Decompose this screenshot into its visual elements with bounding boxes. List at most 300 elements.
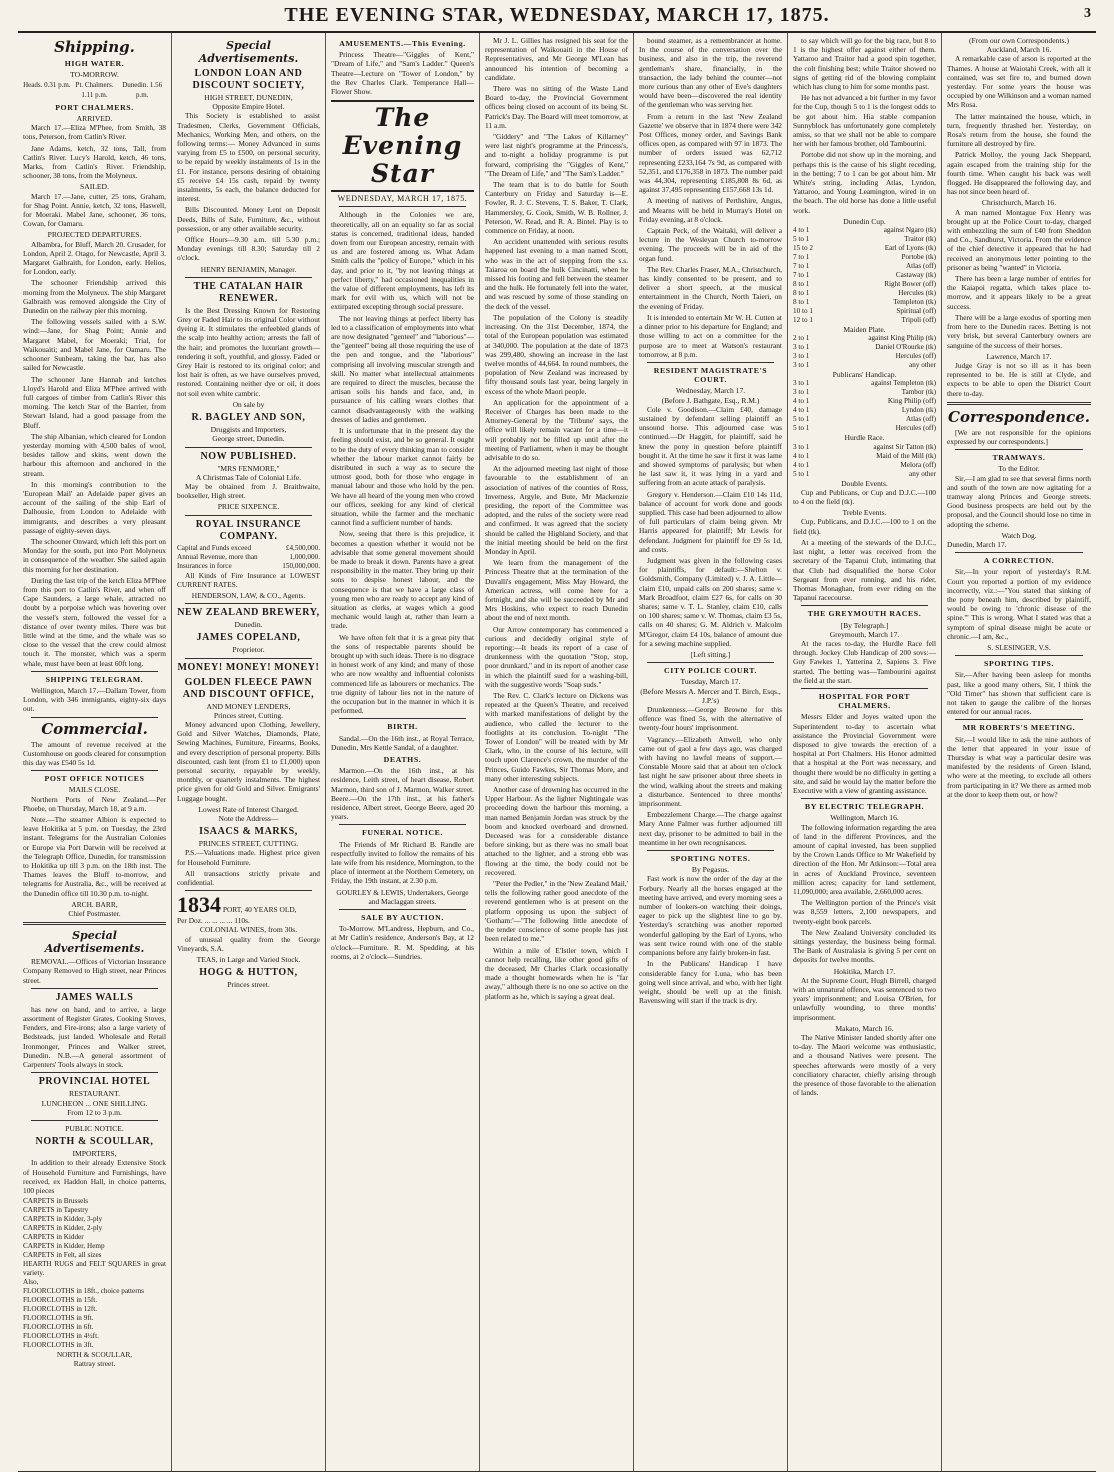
christchurch-date: Christchurch, March 16. — [981, 198, 1057, 208]
news-para-5: The Rev. Charles Fraser, M.A., Christchurch, has kindly consented to be present, and to deliver a short speech, at the musical entertainment in the Church, North Taieri, on the evening of Friday. — [639, 264, 782, 311]
telegraph-para-2: The Wellington portion of the Prince's visit was 8,559 letters, 2,100 newspapers, and twenty-eight book parcels. — [793, 898, 936, 926]
double-divider — [23, 922, 166, 925]
golden-fleece-note: Note the Address— — [218, 813, 279, 823]
divider — [339, 909, 466, 910]
news-para-14: Within a mile of E'Istler town, which I cannot help recalling, like other good gifts of the deceased, Mr Charles Clark occasionally made a thought homewards when he is "far away," although there is no one so active on the platform as he, which is saying a great deal. — [485, 945, 628, 1001]
column-6 — [788, 33, 942, 1471]
maiden-odds-table — [793, 334, 936, 370]
double-events: Cup and Publicans, or Cup and D.J.C.—100 to 4 on the field (tk). — [793, 487, 936, 507]
horse: against King Philip (tk) — [868, 334, 936, 343]
columns — [18, 33, 1096, 1472]
tide-dunedin: Dunedin. 1.56 p.m. — [122, 81, 163, 99]
auckland-para-1: A remarkable case of arson is reported at the Thames. A house at Waiotahi Creek, with all it contained, was set fire to, and burned down yesterday. For some years the house was occupied by one Wilkinson and a woman named Mrs Rosa. — [947, 54, 1091, 110]
hogg-hutton: HOGG & HUTTON, — [199, 967, 298, 979]
row-label: Annual Revenue, more than — [177, 552, 258, 561]
odds: 5 to 1 — [793, 235, 810, 244]
isaacs-ps: P.S.—Valuations made. Highest price given for Household Furniture. — [177, 848, 320, 867]
news-para-1: Mr J. L. Gillies has resigned his seat for the representation of Waikouaiti in the House of Representatives, and Mr George M'Lean has announced his intention of becoming a candidate. — [485, 36, 628, 82]
hospital-report: Messrs Elder and Joyes waited upon the Superintendent to-day to ascertain what assistance the Provincial Government were disposed to give towards the erection of a hospital at Port Chalmers. His Honor admitted that a hospital at the Port was necessary, and thought there would be no difficulty in getting a site, and said he would lay the matter before the Executive with a view of granting assistance. — [793, 712, 936, 795]
table-row — [793, 388, 936, 397]
funeral-heading: FUNERAL NOTICE. — [362, 828, 443, 838]
divider — [31, 717, 158, 718]
shipping-telegram: Wellington, March 17.—Dallam Tower, from London, with 346 immigrants, eighty-six days out. — [23, 686, 166, 714]
bagley-address: George street, Dunedin. — [212, 434, 285, 444]
row-value: 1,000,000. — [289, 552, 320, 561]
double-events-heading: Double Events. — [841, 478, 888, 488]
list-item: Also, — [23, 1278, 39, 1287]
horse: Maid of the Mill (tk) — [876, 451, 936, 460]
public-notice-heading: PUBLIC NOTICE. — [65, 1123, 124, 1133]
horse: Spiritual (off) — [896, 307, 936, 316]
golden-fleece-rates: Lowest Rate of Interest Charged. — [198, 804, 299, 814]
hogg-hutton-address: Princes street. — [227, 980, 270, 990]
cpc-date: Tuesday, March 17. — [680, 677, 741, 687]
row-label: Capital and Funds exceed — [177, 543, 252, 552]
row-label: Insurances in force — [177, 561, 232, 570]
publicans-odds-table — [793, 379, 936, 433]
lawrence-para: Judge Gray is not so ill as it has been represented to be. He is still at Clyde, and expects to be able to open the District Court there to-day. — [947, 360, 1091, 398]
makato-para: The Native Minister landed shortly after one to-day. The Maori welcome was enthusiastic, and a thousand Natives were present. The speeches afterwards were mostly of a very conciliatory character, chiefly arising through the presence of those favorable to the alienation of lands. — [793, 1033, 936, 1098]
arrived-label: ARRIVED. — [76, 114, 113, 124]
tramways-heading: TRAMWAYS. — [992, 453, 1046, 463]
bagley-subtitle: Druggists and Importers, — [210, 425, 287, 435]
horse: Atlas (off) — [905, 415, 936, 424]
odds: 7 to 1 — [793, 262, 810, 271]
news-para-7: An application for the appointment of a Receiver of Charges has been made to the Attorney-General by the 'Tribune' says, the office will likely remain vacant for a time—it will probably not be filled up until after the meeting of Parliament, when it may be thought advisable to do so. — [485, 397, 628, 462]
telegraph-para-3: The New Zealand University concluded its sittings yesterday, the business being formal. The Bank of Australasia is giving 5 per cent on deposits for twelve months. — [793, 927, 936, 965]
list-item: CARPETS in Kidder, 2-ply — [23, 1224, 103, 1233]
tramways-letter: Sir,—I am glad to see that several firms north and south of the town are now agitating for a tramway along Princes and George streets. Good business prospects are held out by the proposal, and the Council should lose no time in adopting the scheme. — [947, 473, 1091, 529]
horse: Portobe (tk) — [901, 253, 936, 262]
shipping-para-5: The schooner Friendship arrived this morning from the Molyneux. The ship Margaret Galbraith was removed alongside the City of Dunedin on the railway pier this morning. — [23, 278, 166, 316]
post-office-heading: POST OFFICE NOTICES — [44, 774, 145, 784]
sporting-tips-heading: SPORTING TIPS. — [984, 659, 1054, 669]
cpc-heading: CITY POLICE COURT. — [663, 666, 758, 676]
loan-opposite: Opposite Empire Hotel. — [212, 102, 285, 112]
lawrence-date: Lawrence, March 17. — [986, 351, 1052, 361]
news-para-6: It is intended to entertain Mr W. H. Cutten at a dinner prior to his departure for England; and those willing to act on a committee for the purpose are to meet at Watson's restaurant tomorrow, at 8 p.m. — [639, 312, 782, 359]
tramways-to: To the Editor. — [998, 464, 1040, 474]
news-para-2: There was no sitting of the Waste Land Board to-day, the Provincial Government offices being closed on account of its being St. Patrick's Day. The Board will meet tomorrow, at 11 a.m. — [485, 84, 628, 130]
odds: 4 to 1 — [793, 460, 810, 469]
north-scoullar-address: Rattray street. — [73, 1359, 116, 1369]
cpc-para-3: Embezzlement Charge.—The charge against Mary Anne Palmer was further adjourned till next day, prisoner to be admitted to bail in the meantime in her own recognisances. — [639, 810, 782, 847]
horse: King Philip (off) — [887, 397, 936, 406]
deaths-heading: DEATHS. — [383, 755, 422, 764]
catalan-title: THE CATALAN HAIR RENEWER. — [193, 280, 304, 304]
odds: 5 to 1 — [793, 415, 810, 424]
list-item: FLOORCLOTHS in 12ft. — [23, 1305, 98, 1314]
column-4 — [480, 33, 634, 1471]
port-price: Per Doz. ... ... ... ... 110s. — [177, 916, 250, 926]
auckland-para-2: The latter maintained the house, which, in turn, frequently thrashed her. Yesterday, on Rosa's return from the house, she found the furniture all destroyed by fire. — [947, 111, 1091, 149]
nameplate: The Evening Star — [331, 100, 474, 192]
list-item: FLOORCLOTHS in 4½ft. — [23, 1332, 99, 1341]
shipping-para-9: In this morning's contribution to the 'European Mail' an Adelaide paper gives an account of the sailing of the ship Earl of Dalhousie, from London to Adelaide with immigrants, and describes a very pleasant passage of eighty-seven days. — [23, 479, 166, 535]
left-sitting: [Left sitting.] — [690, 650, 731, 659]
loan-hours: Office Hours—9.30 a.m. till 5.30 p.m.; Monday evenings till 8.30; Saturday till 2 o'clock. — [177, 235, 320, 263]
table-row — [177, 553, 320, 562]
table-row — [793, 271, 936, 280]
table-row — [793, 226, 936, 235]
divider — [801, 605, 928, 606]
news-para-4: The team that is to do battle for South Canterbury on Friday and Saturday is—E. Fowler, R. J. C. Stevens, T. S. Baker, T. Clark, Hammersley, G. Cook, Smith, W. B. Rollner, J. Peterson, W. Read, and R. A. Bintel. Play is to commence on Friday, at noon. — [485, 180, 628, 236]
christchurch-para-2: There has been a large number of entries for the Kaiapoi regatta, which takes place to-morrow, and it appears likely to be a great success. — [947, 274, 1091, 311]
post-para-2: Note.—The steamer Albion is expected to leave Hokitika at 5 p.m. on Tuesday, the 23rd instant. Telegrams for the Australian Colonies or Europe via Port Darwin will be received at the Telegraph Office, Dunedin, for transmission to Hokitika up till 3 p.m. on the 18th inst. The Thames leaves the Bluff to-morrow, and telegrams for Australia, &c., will be received at the Dunedin office till 10.30 p.m. to-night. — [23, 815, 166, 898]
news-para-8: At the adjourned meeting last night of those favourable to the establishment of an association of natives of the counties of Ross, Inverness, Argyle, and Bute, Mr Mackenzie presiding, the report of the Committee was adopted, and the rules of the society were read and confirmed. It was agreed that the society should be called the Highland Society, and that the initial meeting should be held on the first Monday in April. — [485, 464, 628, 556]
projected-heading: PROJECTED DEPARTURES. — [47, 230, 142, 240]
shipping-para-10: The schooner Onward, which left this port on Monday for the south, put into Port Molyneux in consequence of the weather. She sailed again this morning for her destination. — [23, 536, 166, 574]
tide-table — [23, 81, 166, 99]
shipping-para-6: The following vessels sailed with a S.W. wind:—Jane, for Shag Point; Annie and Margaret Mabel, for Moeraki; Trial, for Waikouaiti; and Mabel Jane, for Oamaru. The schooner Sunbeam, taking the bar, has also sailed for Newcastle. — [23, 317, 166, 373]
horse: Lyndon (tk) — [901, 406, 936, 415]
money-title: MONEY! MONEY! MONEY! — [177, 661, 320, 673]
auction-heading: SALE BY AUCTION. — [361, 913, 444, 923]
christchurch-para-1: A man named Montague Fox Henry was brought up at the Police Court to-day, charged with embezzling the sum of £40 from Sheddon and Co., Sandhurst, Victoria. From the evidence of the chief detective it appeared that he had received an anonymous letter pointing to the prisoner as being "wanted" in Victoria. — [947, 207, 1091, 272]
leader-para-3: It is unfortunate that in the present day the feeling should exist, and be so general. It ought to be the duty of every thinking man to consider whether the labour market cannot fairly be distributed in such a way as to secure the utmost good, both for those who engage in manual labour and those who hold by the pen. We have all heard of the young men who crowd our offices, seeking for any kind of clerical situation, while the farmer and the mechanic cannot find a sufficient number of hands. — [331, 426, 474, 528]
column-3 — [326, 33, 480, 1471]
table-row — [793, 262, 936, 271]
list-item: CARPETS in Brussels — [23, 1197, 89, 1206]
news-para-5: An accident unattended with serious results happened last evening to a man named Scott, who was in the act of stepping from the s.s. Taiaroa on board the hulk Cincinatti, when he missed his footing and fell between the steamer and the hulk. He fortunately fell into the water, and was rescued by some of those standing on the deck of the vessel. — [485, 237, 628, 311]
list-item: FLOORCLOTHS in 18ft., choice patterns — [23, 1287, 144, 1296]
golden-fleece-address: Princes street, Cutting. — [213, 710, 284, 720]
divider — [339, 718, 466, 719]
auction-notice: To-Morrow. M'Landress, Hepburn, and Co., at Mr Catlin's residence, Anderson's Bay, at 12 o'clock—Furniture. R. M. Spedding, at his rooms, at 2 o'clock—Sundries. — [331, 924, 474, 961]
isaacs-confidential: All transactions strictly private and confidential. — [177, 868, 320, 887]
table-row — [793, 352, 936, 361]
divider — [185, 658, 312, 659]
makato-date: Makato, March 16. — [835, 1023, 894, 1033]
odds: 4 to 1 — [793, 406, 810, 415]
fenmore-title: "MRS FENMORE," — [217, 463, 280, 473]
odds: 3 to 1 — [793, 442, 810, 451]
correction-letter: Sir,—In your report of yesterday's R.M. Court you reported a portion of my evidence incorrectly, viz.:—"You stated that sinking of the pony beneath him, described by plaintiff, would be owing to 'chronic disease of the spine.'" This is wrong. What I stated was that a symptom of spinal disease might be acute or chronic.—I am, &c., — [947, 567, 1091, 641]
horse: Templeton (tk) — [893, 298, 936, 307]
bagley-name: R. BAGLEY AND SON, — [191, 412, 306, 424]
shipping-para-7: The schooner Jane Hannah and ketches Lloyd's Harold and Eliza M'Phee arrived with full cargoes of timber from Catlin's River this morning. The ketch Star of the Barrier, from Stewart Island, had a good passage from the Bluff. — [23, 374, 166, 430]
sport-para-4: He has not advanced a bit further in my favor for the Cup, though 5 to 1 is the longest odds to be got about him. Hia stable companion Sunnyblock has unfortunately gone completely amiss, so that we shall not be able to compare her with her famous brother, old Tambourini. — [793, 93, 936, 149]
hokitika-date: Hokitika, March 17. — [833, 966, 896, 976]
divider — [339, 206, 466, 207]
amusements-heading: AMUSEMENTS.—This Evening. — [339, 39, 466, 48]
table-row — [793, 461, 936, 470]
leader-para-2: The not leaving things at perfect liberty has led to a classification of employments into what are now designated "genteel" and "laborious"—the "genteel" being all those requiring the use of the pen and tongue, and the "laborious" comprising all involving muscular strength and skill. No matter what intellectual attainments are required to direct the muscles, because the artisan soils his hands and face, and, in pursuance of his calling wears clothes that cannot disadvantageously with the walking dresses of ladies and gentlemen. — [331, 313, 474, 424]
table-row — [793, 361, 936, 370]
tramways-place: Dunedin, March 17. — [947, 539, 1007, 549]
divider — [647, 850, 774, 851]
hurdle-odds-heading: Hurdle Race. — [844, 433, 885, 443]
list-item: FLOORCLOTHS in 6ft. — [23, 1323, 94, 1332]
christchurch-para-3: There will be a large exodus of sporting men from here to the Dunedin races. Betting is not very brisk, but several Canterbury owners are sanguine of the success of their horses. — [947, 312, 1091, 350]
divider — [801, 798, 928, 799]
odds: 12 to 1 — [793, 316, 813, 325]
golden-fleece-title: GOLDEN FLEECE PAWN AND DISCOUNT OFFICE, — [182, 676, 315, 700]
horse: Castaway (tk) — [895, 271, 936, 280]
table-row — [793, 334, 936, 343]
odds: 3 to 1 — [793, 361, 810, 370]
table-row — [793, 244, 936, 253]
horse: Hercules (off) — [895, 424, 936, 433]
auckland-date: Auckland, March 16. — [986, 45, 1052, 55]
high-water-heading: HIGH WATER. — [64, 59, 125, 68]
horse: any other — [909, 469, 936, 478]
tide-heads: Heads. 0.31 p.m. — [23, 81, 71, 90]
odds: 8 to 1 — [793, 280, 810, 289]
sporting-tips-letter: Sir,—After having been asleep for months past, like a good many others, Sir, I think the "Old Timer" has shown that sufficient care is not taken to gauge the calibre of the horses entered for our annual races. — [947, 670, 1091, 717]
table-row — [793, 316, 936, 325]
correction-heading: A CORRECTION. — [983, 556, 1055, 566]
news-para-2: From a return in the last 'New Zealand Gazette' we observe that in 1874 there were 342 Post Offices, money order, and Savings Bank offices open, as compared with 97 in 1873. The number of orders issued was 62,712 representing £233,164 7s 9d, as compared with 52,351, and £176,358 in 1873. The number paid was 44,304, representing £185,808 8s 6d, as against 37,495 representing £157,668 13s 1d. — [639, 111, 782, 195]
divider — [955, 449, 1083, 450]
arrival-para-2: Jane Adams, ketch, 32 tons, Tall, from Catlin's River. Lucy's Harold, ketch, 46 tons, Marks, from Catlin's River. Friendship, schooner, 38 tons, from the Molyneux. — [23, 143, 166, 181]
sailed-label: SAILED. — [80, 182, 109, 192]
port-wine-ad — [177, 894, 320, 916]
horse: Atlas (off) — [905, 262, 936, 271]
list-item: FLOORCLOTHS in 15ft. — [23, 1296, 98, 1305]
horse: against Ngaro (tk) — [883, 226, 936, 235]
odds: 4 to 1 — [793, 226, 810, 235]
treble-events-heading: Treble Events. — [842, 508, 887, 518]
fenmore-body: May be obtained from J. Braithwaite, bookseller, High street. — [177, 481, 320, 501]
removal-notice: REMOVAL.—Offices of Victorian Insurance Company Removed to High street, near Princes street. — [23, 957, 166, 985]
hotel-subtitle: RESTAURANT. — [69, 1089, 120, 1099]
column-2 — [172, 33, 326, 1471]
divider — [31, 988, 158, 989]
divider — [955, 719, 1083, 720]
brewery-title: NEW ZEALAND BREWERY, — [177, 607, 320, 619]
odds: 7 to 1 — [793, 253, 810, 262]
shipping-para-11: During the last trip of the ketch Eliza M'Phee from this port to Catlin's River, and when off Cape Saunders, a large whale, attracted no doubt by a porpoise which was hovering over the vessel's stern, followed the vessel for a distance of over twenty miles. There was but little wind at the time, and the whale was so close to the vessel that the crew could almost touch it. The monster, which was a sperm whale, must have been at least 60ft long. — [23, 575, 166, 668]
odds: 3 to 1 — [793, 352, 810, 361]
greymouth-heading: THE GREYMOUTH RACES. — [807, 609, 922, 619]
sport-para-3: to say which will go for the big race, but 8 to 1 is the highest offer against either of them. Yattaroo and Traitor had a good spin together, the colt finishing best; while Traitor showed no signs of getting rid of the blowing complaint which has clung to him for some months past. — [793, 36, 936, 92]
table-row — [793, 443, 936, 452]
masthead — [18, 4, 1096, 33]
greymouth-report: At the races to-day, the Hurdle Race fell through. Jockey Club Handicap of 200 sovs:— Guy Fawkes 1, Yatterina 2, Sapiens 3. Five started. The betting was—Tambourini against the field at the start. — [793, 638, 936, 685]
publicans-odds-heading: Publicans' Handicap. — [832, 370, 897, 380]
list-item: CARPETS in Kidder, 3-ply — [23, 1215, 103, 1224]
table-row — [793, 470, 936, 479]
hotel-title: PROVINCIAL HOTEL — [38, 1076, 151, 1088]
sport-para-2: In the Publicans' Handicap I have considerable fancy for Luna, who has been going well since arrival, and who, with her light weight, should be well up at the finish. Ravenswing will start if the track is dry. — [639, 959, 782, 1006]
odds: 5 to 1 — [793, 469, 810, 478]
divider — [801, 688, 928, 689]
divider — [185, 603, 312, 604]
cpc-before: (Before Messrs A. Mercer and T. Birch, Esqs., J.P.'s) — [640, 686, 781, 705]
table-row — [793, 289, 936, 298]
catalan-body: Is the Best Dressing Known for Restoring Grey or Faded Hair to its original Color without dyeing it. It stimulates the enfeebled glands of the scalp into healthy action; arrests the fall of the hair; and promotes the luxuriant growth—rendering it soft, youthful, and glossy. Faded or Grey Hair is restored to its original color; and lost hair is often, as we have ourselves proved, restored. Containing neither dye or oil, it does not soil even white cambric. — [177, 305, 320, 398]
north-scoullar-subtitle: IMPORTERS, — [72, 1149, 117, 1159]
divider — [339, 824, 466, 825]
list-item: FLOORCLOTHS in 3ft. — [23, 1341, 94, 1350]
death-notice: Marmon.—On the 16th inst., at his residence, Leith street, of heart disease, Robert Marmon, third son of J. Marmon, Walker street. Beere.—On the 17th inst., at his father's residence, Albert street, George Beere, aged 20 years. — [331, 766, 474, 822]
colonial-wines: COLONIAL WINES, from 30s. — [199, 925, 298, 935]
list-item: CARPETS in Felt, all sizes — [23, 1251, 102, 1260]
row-value: 150,000,000. — [282, 561, 320, 570]
table-row — [793, 452, 936, 461]
double-divider — [947, 402, 1091, 405]
roberts-meeting-heading: MR ROBERTS'S MEETING. — [962, 723, 1076, 733]
leader-para-1: Although in the Colonies we are, theoretically, all on an equality so far as social status is concerned, traditional ideas, handed down from our European ancestry, remain with us and are fostered among us. What Adam Smith calls the "policy of Europe," which in his day, and prior to it, "by not leaving things at perfect liberty," had occasioned inequalities in the value of different employments, has left its mark for evil with us, which will not be extirpated excepting through social pressure. — [331, 210, 474, 312]
horse: Traitor (tk) — [904, 235, 936, 244]
births-heading: BIRTH. — [387, 722, 418, 732]
published-title: NOW PUBLISHED. — [200, 450, 297, 462]
news-para-4: Captain Peck, of the Waitaki, will deliver a lecture in the Wesleyan Church to-morrow evening. The proceeds will be in aid of the organ fund. — [639, 226, 782, 263]
list-item: FLOORCLOTHS in 9ft. — [23, 1314, 94, 1323]
north-scoullar-sign: NORTH & SCOULLAR, — [56, 1350, 133, 1360]
divider — [185, 890, 312, 891]
roberts-meeting-letter: Sir,—I would like to ask the nine authors of the letter that appeared in your issue of Thursday is what way a particular desire was manifested by the residents of Green Island, who were at the meeting, to exclude all others from participating in it? We there as armed mob at the door to keep them out, or how? — [947, 734, 1091, 799]
divider — [185, 515, 312, 516]
news-para-10: Our Arrow contemporary has commenced a curious and decidedly original style of reporting:—It heads its report of a case of drunkenness with the quotation "Stop, stop, poor drunkard," and in its report of another case in which the plaintiff sued for a washing-bill, with the suggestive words "Soap suds." — [485, 624, 628, 689]
odds: 7 to 1 — [793, 271, 810, 280]
odds: 4 to 1 — [793, 397, 810, 406]
teas: TEAS, in Large and Varied Stock. — [196, 955, 301, 964]
divider — [955, 655, 1083, 656]
news-para-9: We learn from the management of the Princess Theatre that at the termination of the Duvalli's engagement, Miss May Howard, the American actress, will come here for a fortnight, and she will be succeeded by Mr and Mrs Hoskins, who expect to reach Dunedin about the end of next month. — [485, 558, 628, 623]
correspondents-heading: (From our own Correspondents.) — [969, 36, 1069, 45]
hurdle-odds-table — [793, 443, 936, 479]
greymouth-date: Greymouth, March 17. — [829, 629, 900, 639]
tide-port-chalmers: Pt. Chalmers. 1.11 p.m. — [75, 81, 114, 99]
stewards-para: At a meeting of the stewards of the D.J.C., last night, a letter was received from the secretary of the Tapanui Club, intimating that that Club had disqualified the horse Color Sergeant from ever running, and his rider, Thomas Monaghan, from ever riding on the Tapanui racecourse. — [793, 537, 936, 603]
horse: Hercules (tk) — [898, 289, 936, 298]
brewery-role: Proprietor. — [232, 645, 265, 655]
news-para-13: "Peter the Pedler," in the 'New Zealand Mail,' tells the following rather good anecdote of the reverend gentlemen who is at present on the platform opposing us upon the subject of 'Gotham:'—"The following little anecdote of the tender conscience of some people has just been related to me." — [485, 879, 628, 944]
hokitika-para: At the Supreme Court, Hugh Birrell, charged with an unnatural offence, was sentenced to two years' imprisonment; and Louisa O'Brien, for unlawfully wounding, to three months' imprisonment. — [793, 975, 936, 1022]
rmc-para-1: Cole v. Goodison.—Claim £40, damage sustained by defendant selling plaintiff an unsound horse. This adjourned case was continued.—Dr Haggitt, for plaintiff, said he knew the pony in question before plaintiff bought it. At the time he saw it first it was lame and showed symptoms of paralysis; but when he last saw it, it was lying in a yard and suffering from an acute attack of paralysis. — [639, 404, 782, 488]
rmc-date: Wednesday, March 17. — [675, 386, 746, 396]
sporting-notes-byline: By Pegasus. — [691, 865, 730, 875]
north-scoullar-body: In addition to their already Extensive Stock of Household Furniture and Furnishings, have received, ex Haddon Hall, in choice patterns, 100 pieces — [23, 1158, 166, 1195]
fenmore-price: PRICE SIXPENCE. — [217, 502, 280, 512]
odds: 3 to 1 — [793, 379, 810, 388]
commercial-heading: Commercial. — [41, 719, 148, 738]
correspondence-note: [We are not responsible for the opinions expressed by our correspondents.] — [947, 427, 1091, 446]
rmc-before: (Before J. Bathgate, Esq., R.M.) — [661, 395, 760, 405]
mails-close-label: MAILS CLOSE. — [68, 785, 121, 795]
odds: 4 to 1 — [793, 451, 810, 460]
correspondence-heading: Correspondence. — [948, 407, 1090, 426]
funeral-notice: The Friends of Mr Richard B. Randle are respectfully invited to follow the remains of his late wife from his residence, Mornington, to the place of interment at the Northern Cemetery, on Friday, the 19th instant, at 2.30 p.m. — [331, 839, 474, 886]
tramways-sign: Watch Dog. — [1001, 530, 1037, 540]
birth-notice: Sandal.—On the 16th inst., at Royal Terrace, Dunedin, Mrs Kettle Sandal, of a daughter. — [331, 733, 474, 752]
page-number: 3 — [1084, 6, 1092, 21]
horse: Tambor (tk) — [901, 388, 936, 397]
horse: any other — [909, 361, 936, 370]
leader-dateline: WEDNESDAY, MARCH 17, 1875. — [337, 194, 468, 204]
column-5 — [634, 33, 788, 1471]
colonial-wines-sub: of unusual quality from the George Vineyards, S.A. — [177, 934, 320, 953]
post-para-1: Northern Ports of New Zealand.—Per Phoebe, on Thursday, March 18, at 9 a.m. — [23, 794, 166, 813]
special-ads-heading: Special Advertisements. — [198, 39, 299, 65]
table-row — [793, 280, 936, 289]
royal-insurance-table — [177, 544, 320, 571]
divider — [647, 662, 774, 663]
horse: against Templeton (tk) — [871, 379, 936, 388]
table-row — [793, 307, 936, 316]
table-row — [793, 253, 936, 262]
funeral-sign: GOURLEY & LEWIS, Undertakers, George and Maclaggan streets. — [336, 887, 469, 906]
postmaster-name: ARCH. BARR, — [71, 899, 118, 909]
shipping-para-8: The ship Albanian, which cleared for London yesterday morning with 4,500 bales of wool, besides tallow and skins, went down the harbour this afternoon and anchored in the stream. — [23, 431, 166, 478]
table-row — [793, 424, 936, 433]
list-item: CARPETS in Kidder, Hemp — [23, 1242, 105, 1251]
odds: 2 to 1 — [793, 334, 810, 343]
loan-address: HIGH STREET, DUNEDIN, — [204, 93, 293, 102]
masthead-title: THE EVENING STAR, WEDNESDAY, MARCH 17, 1875. — [284, 4, 830, 26]
rmc-heading: RESIDENT MAGISTRATE'S COURT. — [653, 365, 768, 385]
news-para-1: bound steamer, as a remembrancer at home. In the course of the conversation over the business, and also in the trip, the reverend gentleman's share, financially, in the transaction, the lady behind the counter—not more curious than any other of Eve's daughters would have been—discovered the real identity of the gentleman who was serving her. — [639, 36, 782, 110]
table-row — [793, 298, 936, 307]
news-para-6: The population of the Colony is steadily increasing. On the 31st December, 1874, the total of the European population was estimated at 340,000. The population at the date of 1873 was 299,480, showing an increase in the last twelve months of 44,664. In round numbers, the population of New Zealand was increased by fifty thousand souls last year, being largely in excess of the whole Maori people. — [485, 312, 628, 396]
horse: Tripoli (off) — [901, 316, 936, 325]
correction-sign: S. SLESINGER, V.S. — [987, 642, 1051, 652]
odds: 10 to 1 — [793, 307, 813, 316]
loan-bills: Bills Discounted. Money Lent on Deposit Deeds, Bills of Sale, Furniture, &c., without possession, or any other available security. — [177, 205, 320, 233]
list-item: CARPETS in Kidder — [23, 1233, 84, 1242]
fenmore-subtitle: A Christmas Tale of Colonial Life. — [195, 472, 302, 482]
telegraph-heading: BY ELECTRIC TELEGRAPH. — [804, 802, 925, 812]
divider — [185, 447, 312, 448]
amusements-list: Princess Theatre—"Giggles of Kent," "Dream of Life," and "Sam's Ladder." Queen's Theatre—Lecture on "Tower of London," by the Rev Charles Clark. Temperance Hall—Flower Show. — [331, 50, 474, 97]
shipping-telegram-heading: SHIPPING TELEGRAM. — [45, 674, 144, 684]
column-7 — [942, 33, 1096, 1471]
royal-insurance-title: ROYAL INSURANCE COMPANY. — [195, 518, 302, 542]
cpc-para-1: Drunkenness.—George Browne for this offence was fined 5s, with the alternative of twenty-four hours' imprisonment. — [639, 705, 782, 733]
isaacs-address: PRINCES STREET, CUTTING. — [198, 839, 299, 849]
carpet-list — [23, 1197, 166, 1350]
news-para-3: A meeting of natives of Perthshire, Angus, and Mearns will be held in Murray's Hotel on Friday evening, at 8 o'clock. — [639, 196, 782, 224]
golden-fleece-subtitle: AND MONEY LENDERS, — [206, 701, 291, 711]
loan-body: This Society is established to assist Tradesmen, Clerks, Government Officials, Mechanics, Working Men, and others, on the following terms:— Money Advanced in sums varying from £5 to £500, on personal security, to be repaid by weekly instalments of 1s in the £1. For instance, persons desiring of obtaining £5 receive £4 15s cash, repaid by twenty instalments, 5s each, the balance deducted for interest. — [177, 111, 320, 204]
rmc-para-2: Gregory v. Henderson.—Claim £10 14s 11d, balance of account for work done and goods supplied. This case had been adjourned to allow of full particulars of claim being given. Mr Harris appeared for plaintiff; Mr Lewis for defendant. Judgment for plaintiff for £9 5s 1d, and costs. — [639, 489, 782, 554]
news-para-3: "Giddery" and "The Lakes of Killarney" were last night's programme at the Princess's, and to-night a holiday programme is put forward, comprising the "Giggles of Kent," "The Dream of Life," and "The Sam's Ladder." — [485, 132, 628, 178]
sailed-para: March 17.—Jane, cutter, 25 tons, Graham, for Shag Point. Annie, ketch, 32 tons, Haswell, for Moeraki. Mabel Jane, schooner, 36 tons, Cowan, for Oamaru. — [23, 191, 166, 229]
list-item: HEARTH RUGS and FELT SQUARES in great variety. — [23, 1260, 166, 1278]
horse: Melora (off) — [900, 460, 936, 469]
list-item: CARPETS in Tapestry — [23, 1206, 89, 1215]
leader-para-4: Now, seeing that there is this prejudice, it becomes a question whether it would not be advisable that some general movement should be made to break it down. Parents have a great responsibility in the matter. They bring up their sons to despise honest labour, and the consequence is that we have a large class of young men who are ready to accept any kind of situation as clerks, at wages which a good mechanic would laugh at, rather than learn a trade. — [331, 529, 474, 631]
brewery-place: Dunedin. — [234, 620, 263, 630]
telegraph-date: Wellington, March 16. — [830, 813, 899, 823]
odds: 3 to 1 — [793, 388, 810, 397]
brewery-owner: JAMES COPELAND, — [196, 632, 301, 644]
treble-events: Cup, Publicans, and D.J.C.—100 to 1 on the field (tk). — [793, 517, 936, 536]
table-row — [177, 562, 320, 571]
sport-para-5: Portobe did not show up in the morning, and perhaps this is the cause of his slight receding, in the betting; 7 to 1 can be got about him. Mr White's string, including Atlas, Lyndon, Yattaroo, and Young Leamington, wired in on the beach. The old horse has done a little useful work. — [793, 150, 936, 215]
royal-insurance-agent: HENDERSON, LAW, & CO., Agents. — [191, 590, 306, 600]
luncheon: LUNCHEON ... ONE SHILLING. — [41, 1098, 148, 1108]
odds: 8 to 1 — [793, 289, 810, 298]
port-year: 1834 — [177, 892, 221, 918]
rmc-para-3: Judgment was given in the following cases for plaintiffs, for default:—Shelton v. Goldsmith, Company (Limited) v. J. A. Little—claim £10, unpaid calls on 200 shares; same v. Mark Broadfoot, claim £27 6s, for calls on 30 shares; same v. T. L. Stanley, claim £10, calls on 100 shares; same v. W. Thomas, claim £3 5s, calls on 40 shares; G. M. Aldrich v. Malcolm M'Gregor, claim £4 10s, balance of amount due for a sewing machine supplied. — [639, 555, 782, 648]
news-para-12: Another case of drowning has occurred in the Upper Harbour. As the lighter Nightingale was proceeding down the harbour this morning, a man named Benjamin Jordan was struck by the boom and knocked overboard and drowned. Deceased was for a considerable distance before sinking, but as there was no small boat attached to the lighter, and a strong ebb was flowing at the time, the body could not be recovered. — [485, 785, 628, 877]
column-1 — [18, 33, 172, 1471]
news-para-11: The Rev. C. Clark's lecture on Dickens was repeated at the Queen's Theatre, and received with marked manifestations of delight by the audience, who called the lecturer to the footlights at its conclusion. To-night "The Tower of London" will be treated with by Mr Clark, who, in the course of his lecture, will touch upon Clarence's crown, the murder of the Princes, Guido Fawkes, Sir Thomas More, and many other interesting subjects. — [485, 691, 628, 783]
sport-para-1: Fast work is now the order of the day at the Forbury. Nearly all the horses engaged at the meeting have arrived, and every morning sees a number of lookers-on watching their doings, eager to pick up the slightest line to go by. Yesterday's scratching was another reported wonderful galloping by the Earl of Lyons, who was sent twice round with one of the stable companions before any fairly broken-in fast. — [639, 874, 782, 958]
shipping-heading: Shipping. — [54, 38, 135, 56]
odds: 3 to 1 — [793, 343, 810, 352]
royal-insurance-body: All Kinds of Fire Insurance at LOWEST CURRENT RATES. — [177, 570, 320, 589]
walls-body: has new on hand, and to arrive, a large assortment of Register Grates, Cooking Stoves, Fenders, and Fire-irons; also a large variety of Bedsteads, just landed. Wholesale and Retail Ironmonger, Princes and Walker street, Dunedin. N.B.—A general assortment of Carpenters' Tools always in stock. — [23, 1004, 166, 1070]
row-value: £4,500,000. — [285, 543, 320, 552]
table-row — [793, 397, 936, 406]
cup-odds-heading: Dunedin Cup. — [843, 216, 886, 226]
divider — [31, 1120, 158, 1121]
divider — [31, 671, 158, 672]
